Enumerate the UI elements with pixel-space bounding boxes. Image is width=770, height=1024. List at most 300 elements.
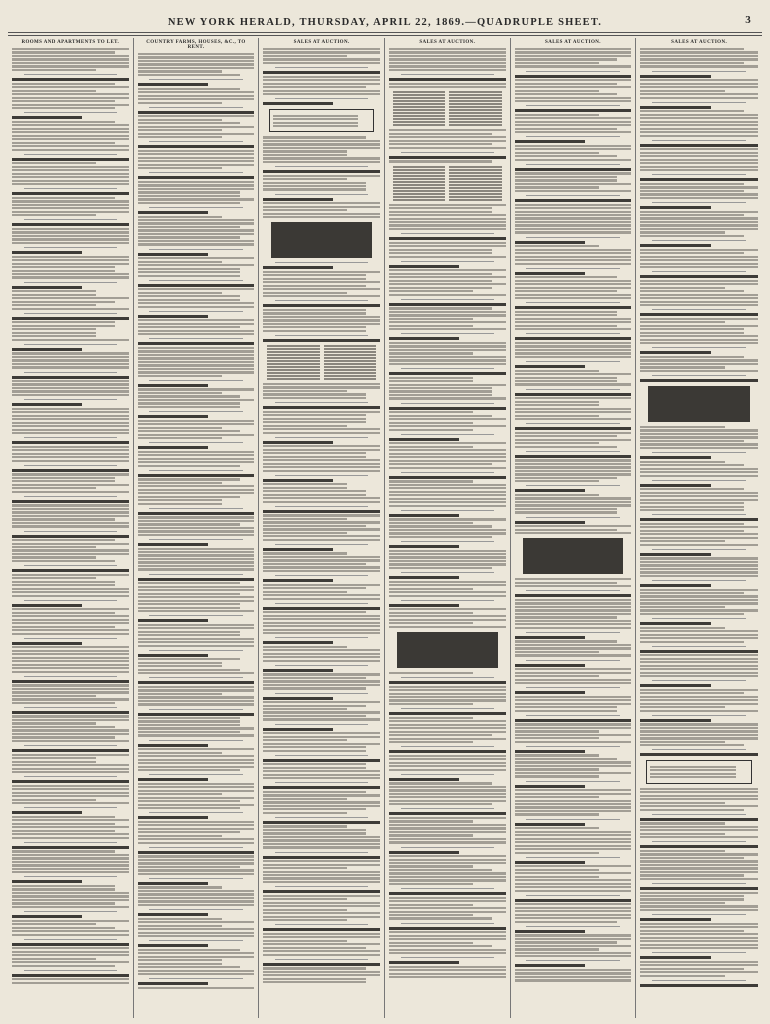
table-cell-line <box>324 378 376 380</box>
text-line <box>389 290 473 292</box>
text-line <box>138 229 255 231</box>
text-line <box>263 971 380 973</box>
ad-separator <box>652 309 746 310</box>
text-line <box>640 696 758 698</box>
table-cell-line <box>393 115 445 117</box>
text-line <box>138 233 255 235</box>
text-line <box>12 978 129 980</box>
text-line <box>138 63 255 65</box>
text-line <box>515 810 632 812</box>
ad-heading-line <box>263 669 333 672</box>
masthead-title: NEW YORK HERALD, THURSDAY, APRIL 22, 1869.—QUADRUPLE SHEET. <box>167 16 603 28</box>
text-line <box>515 979 632 981</box>
text-line <box>515 356 632 358</box>
text-line <box>138 627 255 629</box>
text-line <box>12 335 96 337</box>
text-line <box>12 273 129 275</box>
text-line <box>389 463 492 465</box>
text-line <box>640 190 744 192</box>
ad-heading-line <box>12 880 82 883</box>
table-cell-line <box>267 348 319 350</box>
table-cell-line <box>449 175 501 177</box>
text-line <box>640 121 758 123</box>
table-cell-line <box>267 375 319 377</box>
table-cell-line <box>393 106 445 108</box>
table-cell-line <box>267 345 319 347</box>
text-line <box>263 274 366 276</box>
ad-heading-line <box>12 680 129 683</box>
text-line <box>389 456 506 458</box>
text-line <box>12 429 129 431</box>
text-line <box>389 622 473 624</box>
text-line <box>263 466 380 468</box>
ad-separator <box>275 67 368 68</box>
text-line <box>263 514 380 516</box>
ad-heading-line <box>263 479 333 482</box>
text-line <box>640 62 744 64</box>
text-line <box>12 356 129 358</box>
text-line <box>389 824 506 826</box>
text-line <box>515 907 632 909</box>
text-line <box>263 732 380 734</box>
text-line <box>515 706 618 708</box>
text-line <box>389 245 506 247</box>
text-line <box>640 634 758 636</box>
ad-separator <box>24 776 117 777</box>
text-line <box>640 443 758 445</box>
ad-separator <box>652 549 746 550</box>
text-line <box>263 629 380 631</box>
ad-heading-line <box>263 71 380 74</box>
text-line <box>515 914 632 916</box>
text-line <box>640 723 758 725</box>
table-cell-line <box>267 357 319 359</box>
text-line <box>12 328 96 330</box>
text-line <box>389 976 506 978</box>
text-line <box>138 956 255 958</box>
text-line <box>263 143 380 145</box>
ad-separator <box>149 470 242 471</box>
text-line <box>12 145 129 147</box>
ad-heading-line <box>640 313 758 316</box>
text-line <box>640 874 744 876</box>
text-line <box>515 585 632 587</box>
text-line <box>138 275 241 277</box>
text-line <box>138 831 241 833</box>
text-line <box>12 719 129 721</box>
text-line <box>515 754 599 756</box>
text-line <box>640 366 725 368</box>
text-line <box>515 377 618 379</box>
ad-separator <box>526 590 619 591</box>
table-cell-line <box>393 175 445 177</box>
ad-heading-line <box>12 441 129 444</box>
text-line <box>515 644 632 646</box>
text-line <box>12 207 129 209</box>
ad-heading-line <box>389 237 506 240</box>
text-line <box>515 280 632 282</box>
text-line <box>12 684 129 686</box>
masthead <box>18 14 752 30</box>
text-line <box>12 816 115 818</box>
ad-heading-line <box>389 812 506 815</box>
ad-separator <box>652 347 746 348</box>
text-line <box>389 966 506 968</box>
text-line <box>138 482 222 484</box>
text-line <box>640 930 744 932</box>
text-line <box>640 672 758 674</box>
text-line <box>12 180 129 182</box>
text-line <box>640 537 758 539</box>
ad-heading-line <box>640 518 758 521</box>
text-line <box>138 53 255 55</box>
ad-separator <box>275 437 368 438</box>
text-line <box>389 911 506 913</box>
text-line <box>12 339 129 341</box>
text-line <box>640 867 758 869</box>
text-line <box>389 273 492 275</box>
text-line <box>389 55 506 57</box>
text-line <box>12 595 129 597</box>
text-line <box>12 425 129 427</box>
text-line <box>138 95 255 97</box>
text-line <box>263 687 366 689</box>
text-line <box>515 903 632 905</box>
text-line <box>12 86 129 88</box>
text-line <box>263 487 347 489</box>
text-line <box>138 184 255 186</box>
text-line <box>515 100 632 102</box>
text-line <box>12 166 129 168</box>
ad-heading-line <box>640 144 758 147</box>
text-line <box>640 710 758 712</box>
text-line <box>515 737 599 739</box>
text-line <box>640 328 744 330</box>
text-line <box>640 802 725 804</box>
text-line <box>12 837 129 839</box>
text-line <box>263 947 366 949</box>
text-line <box>515 79 632 81</box>
text-line <box>640 325 758 327</box>
text-line <box>263 456 366 458</box>
ad-heading-line <box>138 816 208 819</box>
text-line <box>263 584 380 586</box>
text-line <box>389 931 506 933</box>
text-line <box>389 307 492 309</box>
ad-separator <box>401 847 494 848</box>
text-line <box>515 228 632 230</box>
text-line <box>138 949 241 951</box>
text-line <box>640 224 758 226</box>
ad-separator <box>24 154 117 155</box>
text-line <box>263 154 347 156</box>
text-line <box>12 359 129 361</box>
column-heading: ROOMS AND APARTMENTS TO LET. <box>21 40 120 45</box>
ad-separator <box>149 940 242 941</box>
text-line <box>515 616 618 618</box>
text-line <box>12 556 96 558</box>
text-line <box>138 395 241 397</box>
masthead-rule <box>8 32 762 33</box>
text-line <box>515 921 618 923</box>
table-cell-line <box>393 124 445 126</box>
text-line <box>515 97 632 99</box>
text-line <box>640 83 758 85</box>
text-line <box>12 729 129 731</box>
text-line <box>640 110 744 112</box>
text-line <box>12 363 129 365</box>
column-body <box>640 48 758 987</box>
text-line <box>138 434 255 436</box>
text-line <box>138 886 222 888</box>
text-line <box>138 216 222 218</box>
text-line <box>263 974 380 976</box>
text-line <box>12 819 129 821</box>
text-line <box>12 833 129 835</box>
text-line <box>640 166 758 168</box>
text-line <box>12 546 96 548</box>
text-line <box>138 330 255 332</box>
text-line <box>640 971 758 973</box>
text-line <box>263 978 366 980</box>
text-line <box>263 839 380 841</box>
text-line <box>640 283 758 285</box>
text-line <box>515 290 618 292</box>
ad-separator <box>275 575 368 576</box>
text-line <box>515 442 599 444</box>
text-line <box>515 910 632 912</box>
text-line <box>12 183 129 185</box>
ad-heading-line <box>12 915 82 918</box>
text-line <box>263 933 380 935</box>
text-line <box>389 595 506 597</box>
text-line <box>640 297 758 299</box>
text-line <box>515 758 618 760</box>
text-line <box>138 720 241 722</box>
text-line <box>389 359 506 361</box>
text-line <box>389 345 506 347</box>
text-line <box>12 294 96 296</box>
ad-heading-line <box>515 691 585 694</box>
text-line <box>640 850 725 852</box>
text-line <box>263 559 380 561</box>
text-line <box>389 612 473 614</box>
text-line <box>12 722 96 724</box>
text-line <box>138 752 222 754</box>
text-line <box>263 556 380 558</box>
text-line <box>138 122 241 124</box>
text-line <box>263 981 366 983</box>
text-line <box>138 402 241 404</box>
text-line <box>138 527 255 529</box>
text-line <box>389 342 506 344</box>
text-line <box>12 757 96 759</box>
ad-heading-line <box>12 192 129 195</box>
text-line <box>389 869 492 871</box>
ad-heading-line <box>138 211 208 214</box>
text-line <box>389 86 506 88</box>
text-line <box>12 920 129 922</box>
text-line <box>389 855 506 857</box>
text-line <box>12 97 129 99</box>
table-cell-line <box>324 354 376 356</box>
text-line <box>515 152 599 154</box>
text-line <box>12 688 129 690</box>
text-line <box>515 682 632 684</box>
ad-separator <box>652 914 746 915</box>
table-cell-line <box>393 169 445 171</box>
text-line <box>263 677 366 679</box>
text-line <box>273 125 358 127</box>
table-cell-line <box>267 369 319 371</box>
text-line <box>640 426 725 428</box>
text-line <box>138 548 255 550</box>
text-line <box>389 294 506 296</box>
ad-separator <box>652 452 746 453</box>
text-line <box>12 885 115 887</box>
text-line <box>515 606 632 608</box>
ad-heading-line <box>515 594 632 597</box>
text-line <box>12 761 96 763</box>
text-line <box>515 55 632 57</box>
ad-heading-line <box>12 469 129 472</box>
ad-separator <box>24 745 117 746</box>
text-line <box>138 634 241 636</box>
ad-separator <box>652 618 746 619</box>
text-line <box>138 299 241 301</box>
ad-separator <box>401 74 494 75</box>
illustration-block <box>397 632 498 668</box>
text-line <box>263 140 380 142</box>
text-line <box>138 326 241 328</box>
ad-separator <box>275 924 368 925</box>
text-line <box>12 830 115 832</box>
text-line <box>640 641 744 643</box>
text-line <box>640 58 758 60</box>
ad-heading-line <box>263 759 380 762</box>
table-cell-line <box>393 118 445 120</box>
text-line <box>389 838 506 840</box>
ad-heading-line <box>12 348 82 351</box>
ad-separator <box>275 544 368 545</box>
text-line <box>640 252 744 254</box>
text-line <box>138 918 222 920</box>
text-line <box>12 695 96 697</box>
text-line <box>515 446 618 448</box>
text-line <box>640 294 758 296</box>
text-line <box>138 835 222 837</box>
text-line <box>640 488 744 490</box>
text-line <box>515 827 599 829</box>
text-line <box>515 345 632 347</box>
ad-heading-line <box>12 158 129 161</box>
text-line <box>12 823 115 825</box>
text-line <box>515 466 632 468</box>
text-line <box>138 478 241 480</box>
ad-heading-line <box>640 484 711 487</box>
text-line <box>263 281 380 283</box>
ad-heading-line <box>263 928 380 931</box>
text-line <box>515 501 632 503</box>
text-line <box>138 115 255 117</box>
text-line <box>515 172 632 174</box>
text-line <box>640 857 744 859</box>
text-line <box>640 356 744 358</box>
ad-separator <box>526 237 619 238</box>
text-line <box>515 976 632 978</box>
text-line <box>389 204 506 206</box>
text-line <box>640 509 744 511</box>
table-cell-line <box>393 178 445 180</box>
text-line <box>640 730 758 732</box>
text-line <box>138 970 255 972</box>
text-line <box>640 492 758 494</box>
table-cell-line <box>324 375 376 377</box>
text-line <box>640 737 758 739</box>
text-line <box>389 693 506 695</box>
text-line <box>12 802 129 804</box>
ad-separator <box>24 970 117 971</box>
text-line <box>263 646 347 648</box>
table-cell-line <box>324 366 376 368</box>
illustration-block <box>648 386 750 422</box>
text-line <box>389 65 506 67</box>
text-line <box>12 581 115 583</box>
text-line <box>12 954 129 956</box>
text-line <box>138 499 222 501</box>
text-line <box>389 425 506 427</box>
ad-separator <box>526 302 619 303</box>
ad-heading-line <box>515 241 585 244</box>
ad-heading-line <box>138 446 208 449</box>
ad-heading-line <box>12 116 82 119</box>
text-line <box>640 363 758 365</box>
text-line <box>12 864 129 866</box>
ad-heading-line <box>640 75 711 78</box>
ad-heading-line <box>640 275 758 278</box>
text-line <box>138 963 222 965</box>
table-cell-line <box>449 193 501 195</box>
ad-separator <box>275 665 368 666</box>
text-line <box>263 708 347 710</box>
text-line <box>515 318 632 320</box>
text-line <box>515 263 632 265</box>
text-line <box>138 866 241 868</box>
text-line <box>515 699 632 701</box>
text-line <box>515 256 632 258</box>
text-line <box>263 432 380 434</box>
text-line <box>515 86 632 88</box>
text-line <box>263 390 347 392</box>
ad-heading-line <box>138 176 255 179</box>
text-line <box>12 892 129 894</box>
text-line <box>263 185 366 187</box>
text-line <box>138 102 222 104</box>
text-line <box>138 669 241 671</box>
text-line <box>12 138 129 140</box>
text-line <box>12 131 129 133</box>
text-line <box>640 266 758 268</box>
text-line <box>12 477 115 479</box>
text-line <box>515 459 632 461</box>
ad-heading-line <box>515 823 585 826</box>
text-line <box>389 484 506 486</box>
table-cell-line <box>324 351 376 353</box>
text-line <box>640 706 725 708</box>
ad-heading-line <box>263 170 380 173</box>
text-line <box>389 615 506 617</box>
text-line <box>12 200 129 202</box>
